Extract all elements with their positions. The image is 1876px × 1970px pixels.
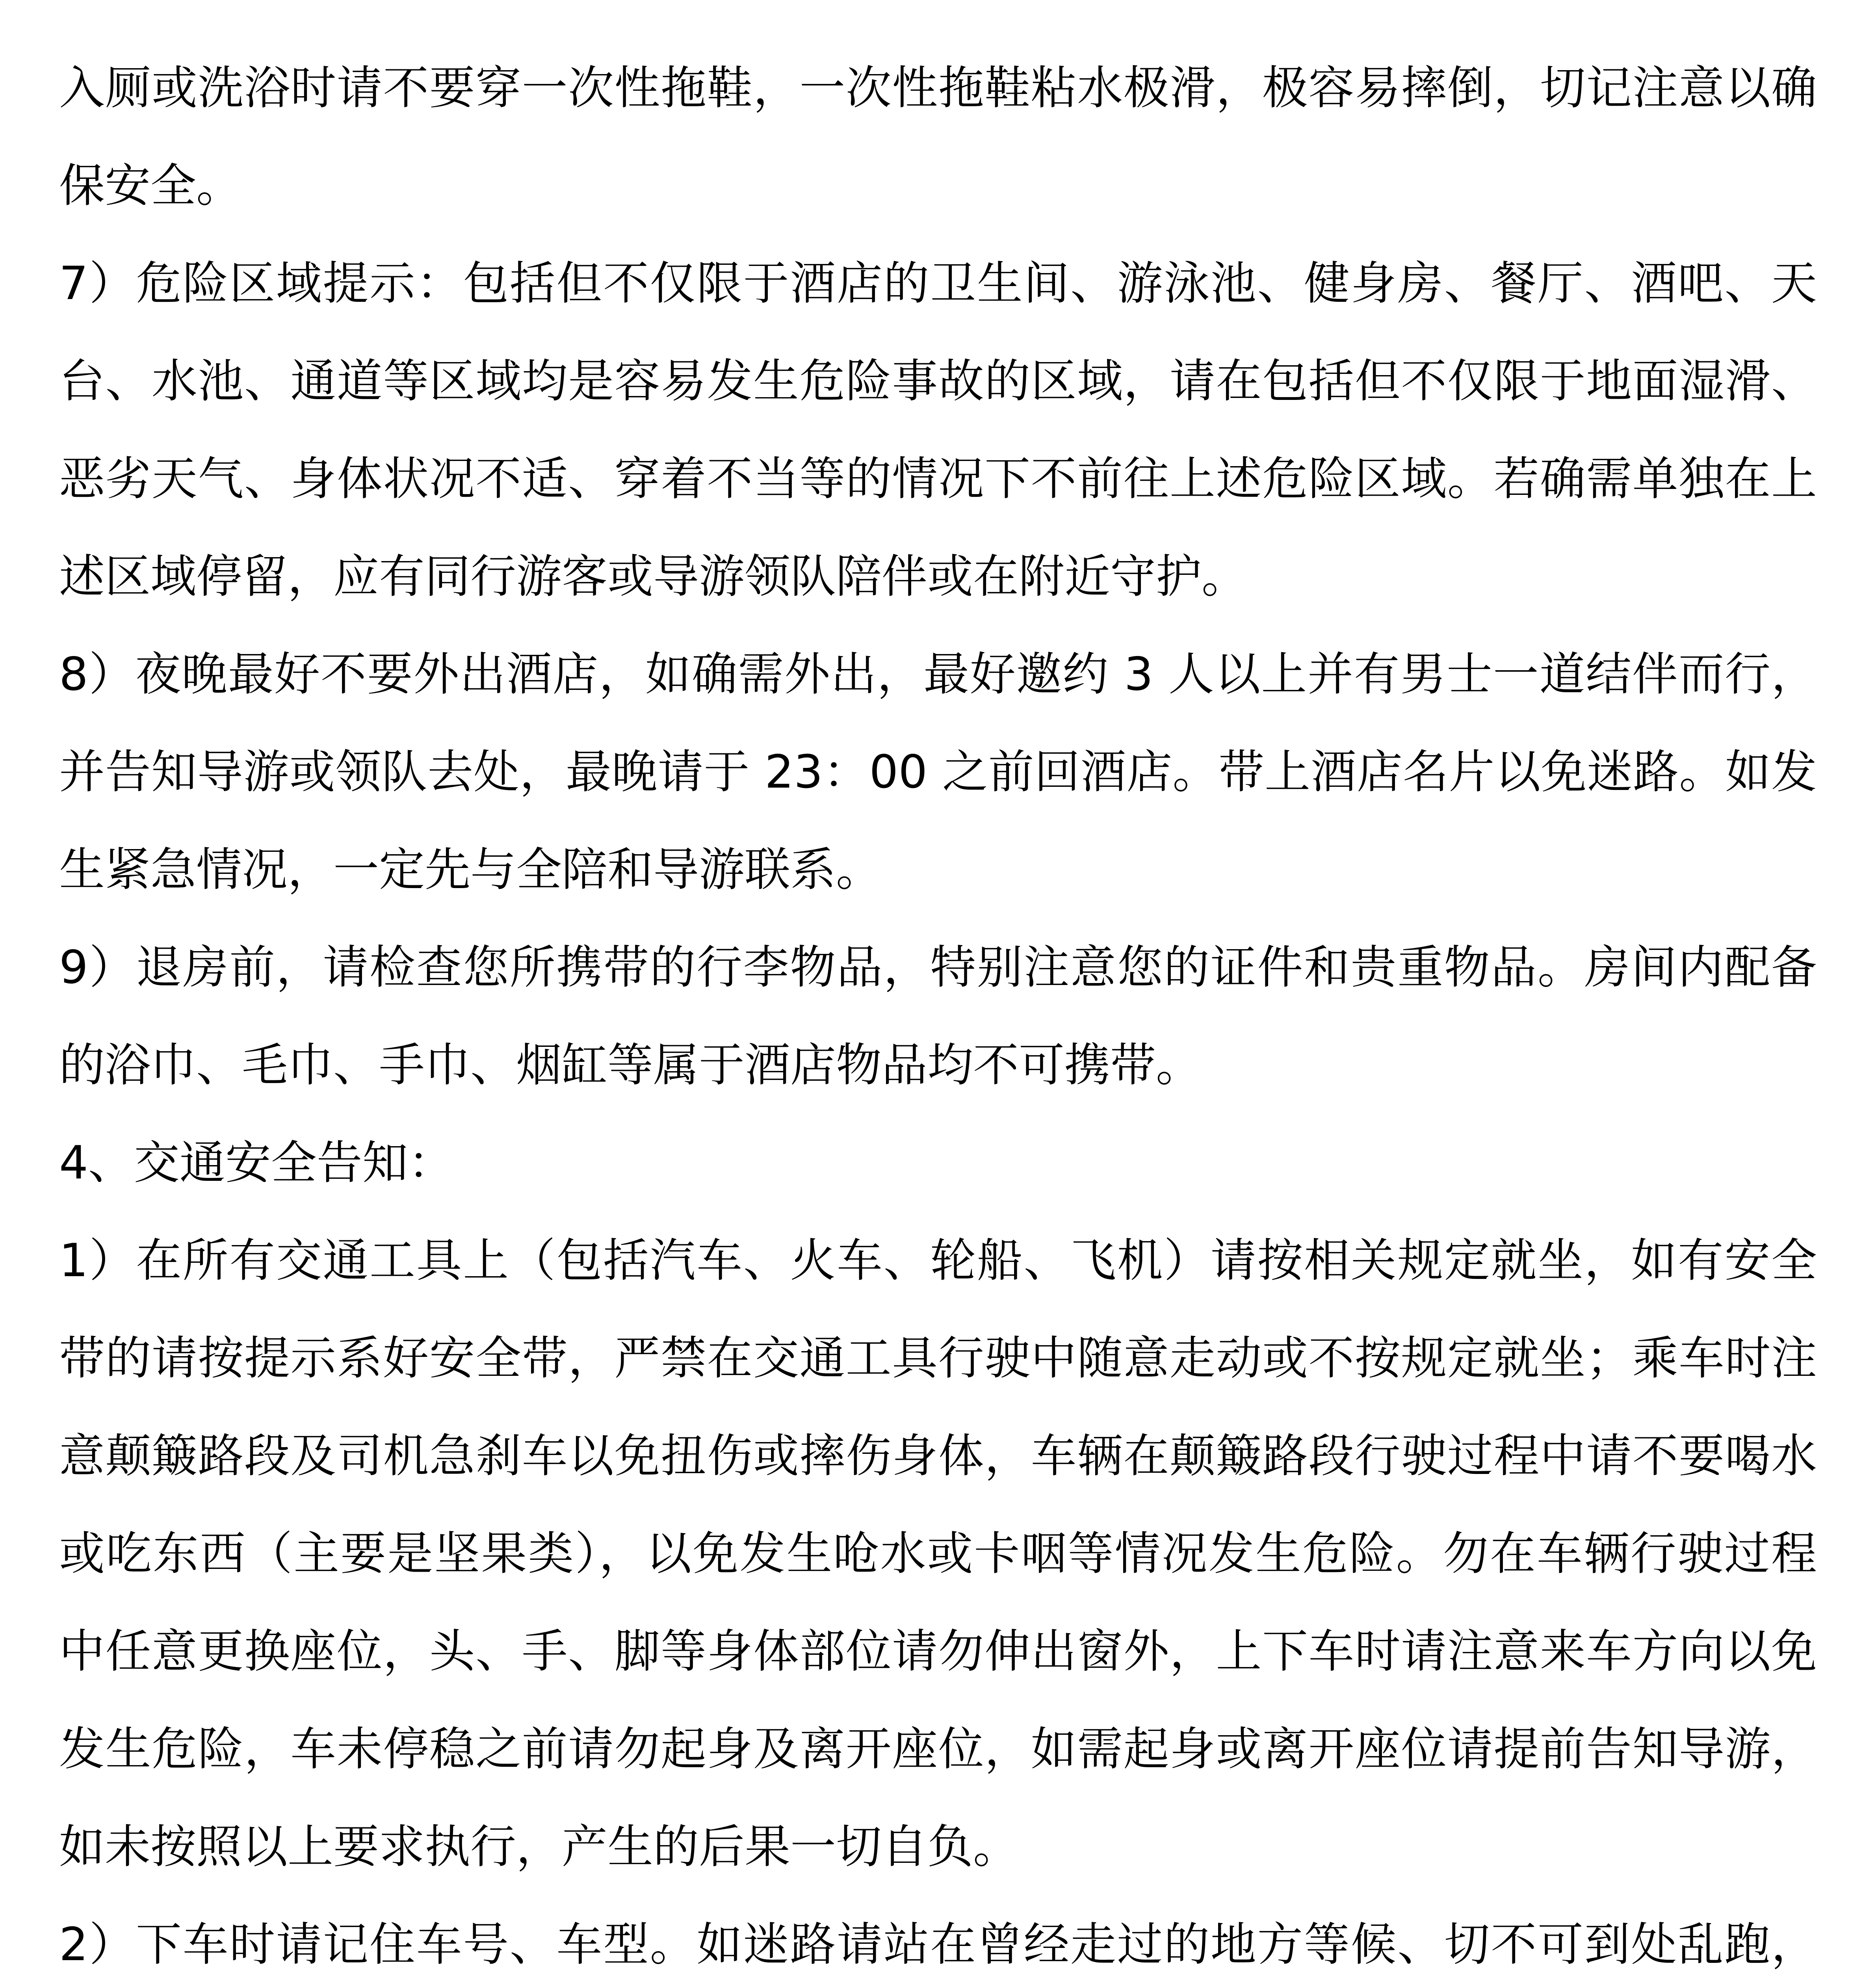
paragraph-9-checkout: 9）退房前，请检查您所携带的行李物品，特别注意您的证件和贵重物品。房间内配备的浴巾、毛巾、手巾、烟缸等属于酒店物品均不可携带。 [59,941,1817,1092]
paragraph-2-getting-off: 2）下车时请记住车号、车型。如迷路请站在曾经走过的地方等候、切不可到处乱跑， [59,1918,1817,1970]
section-heading-traffic-safety: 4、交通安全告知： [59,1136,454,1189]
paragraph-8-night-outing: 8）夜晚最好不要外出酒店，如确需外出，最好邀约 3 人以上并有男士一道结伴而行，并告知导游或领队去处，最晚请于 23：00 之前回酒店。带上酒店名片以免迷路。如发生紧急情况，一定先与全陪和导游联系。 [59,648,1817,896]
paragraph-7-danger-zones: 7）危险区域提示：包括但不仅限于酒店的卫生间、游泳池、健身房、餐厅、酒吧、天台、水池、通道等区域均是容易发生危险事故的区域，请在包括但不仅限于地面湿滑、恶劣天气、身体状况不适、穿着不当等的情况下不前往上述危险区域。若确需单独在上述区域停留，应有同行游客或导游领队陪伴或在附近守护。 [59,257,1817,603]
document-page [59,39,1817,1970]
paragraph-bathroom-slippers: 入厕或洗浴时请不要穿一次性拖鞋，一次性拖鞋粘水极滑，极容易摔倒，切记注意以确保安全。 [59,61,1817,212]
paragraph-1-vehicle-seating: 1）在所有交通工具上（包括汽车、火车、轮船、飞机）请按相关规定就坐，如有安全带的请按提示系好安全带，严禁在交通工具行驶中随意走动或不按规定就坐；乘车时注意颠簸路段及司机急刹车以免扭伤或摔伤身体，车辆在颠簸路段行驶过程中请不要喝水或吃东西（主要是坚果类），以免发生呛水或卡咽等情况发生危险。勿在车辆行驶过程中任意更换座位，头、手、脚等身体部位请勿伸出窗外，上下车时请注意来车方向以免发生危险，车未停稳之前请勿起身及离开座位，如需起身或离开座位请提前告知导游，如未按照以上要求执行，产生的后果一切自负。 [59,1234,1817,1873]
